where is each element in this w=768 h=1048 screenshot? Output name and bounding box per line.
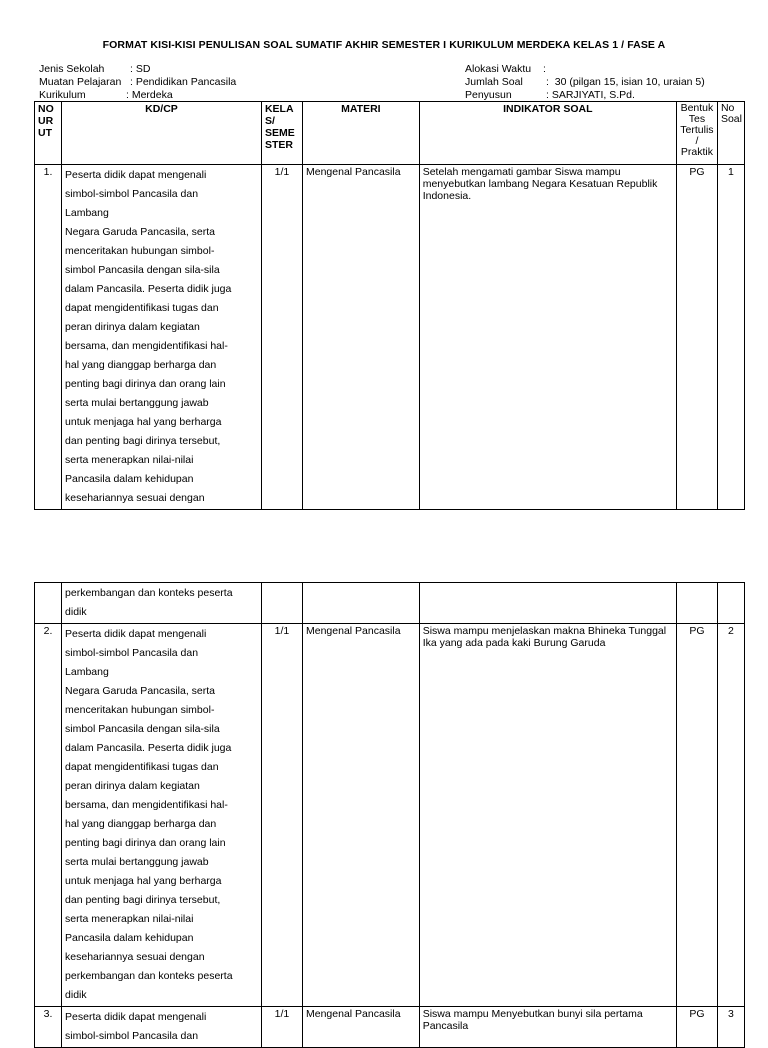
header-materi: MATERI (303, 102, 420, 165)
header-text: STER (264, 139, 293, 151)
kd-line: serta menerapkan nilai-nilai (65, 913, 194, 925)
meta-value: : SD (130, 63, 151, 75)
kd-line: kesehariannya sesuai dengan (65, 951, 205, 963)
row-bentuk: PG (676, 1007, 717, 1048)
header-no-urut (35, 102, 62, 165)
header-text: KELA (264, 103, 294, 115)
kd-line: hal yang dianggap berharga dan (65, 818, 217, 830)
meta-label: Alokasi Waktu (465, 63, 532, 75)
kd-line: bersama, dan mengidentifikasi hal- (65, 799, 228, 811)
kd-line: untuk menjaga hal yang berharga (65, 416, 222, 428)
kd-line: dapat mengidentifikasi tugas dan (65, 302, 219, 314)
kd-line: penting bagi dirinya dan orang lain (65, 837, 226, 849)
header-text: / (695, 135, 699, 147)
row-number: 1. (35, 165, 62, 510)
kd-line: serta mulai bertanggung jawab (65, 856, 209, 868)
kd-line: untuk menjaga hal yang berharga (65, 875, 222, 887)
row-bentuk: PG (676, 165, 717, 510)
kd-line: penting bagi dirinya dan orang lain (65, 378, 226, 390)
header-text: Soal (720, 113, 742, 125)
row-kdcp (62, 1007, 262, 1048)
kd-line: simbol Pancasila dengan sila-sila (65, 264, 220, 276)
kd-line: menceritakan hubungan simbol- (65, 704, 215, 716)
kd-line: Lambang (65, 666, 109, 678)
kd-line: Lambang (65, 207, 109, 219)
header-text: UT (38, 127, 52, 139)
kisi-kisi-table-page-1 (34, 101, 745, 510)
header-text: SEME (264, 127, 295, 139)
kd-line: hal yang dianggap berharga dan (65, 359, 217, 371)
kd-line: Peserta didik dapat mengenali (65, 1011, 207, 1023)
header-text: Tertulis (680, 124, 714, 136)
kd-line: Pancasila dalam kehidupan (65, 932, 194, 944)
meta-label: Muatan Pelajaran (39, 76, 122, 88)
row-indikator (419, 583, 676, 624)
row-no-soal: 1 (717, 165, 744, 510)
row-number: 3. (35, 1007, 62, 1048)
header-bentuk-tes (676, 102, 717, 165)
row-kelas: 1/1 (261, 165, 302, 510)
kd-line: dan penting bagi dirinya tersebut, (65, 435, 221, 447)
table-row (35, 624, 745, 1007)
meta-value: : SARJIYATI, S.Pd. (546, 89, 635, 101)
kd-line: dalam Pancasila. Peserta didik juga (65, 742, 232, 754)
row-bentuk (676, 583, 717, 624)
kd-line: simbol-simbol Pancasila dan (65, 647, 199, 659)
row-no-soal: 2 (717, 624, 744, 1007)
row-indikator: Setelah mengamati gambar Siswa mampu menyebutkan lambang Negara Kesatuan Republik Indonesia. (419, 165, 676, 510)
meta-label: Kurikulum (39, 89, 86, 101)
kd-line: dapat mengidentifikasi tugas dan (65, 761, 219, 773)
meta-label: Penyusun (465, 89, 512, 101)
meta-alokasi-waktu (465, 63, 705, 76)
meta-jenis-sekolah (39, 63, 236, 76)
kd-line: perkembangan dan konteks peserta (65, 587, 233, 599)
kd-line: simbol-simbol Pancasila dan (65, 188, 199, 200)
row-kdcp (62, 624, 262, 1007)
kd-line: serta mulai bertanggung jawab (65, 397, 209, 409)
kd-line: Negara Garuda Pancasila, serta (65, 685, 216, 697)
kd-line: bersama, dan mengidentifikasi hal- (65, 340, 228, 352)
meta-value: : 30 (pilgan 15, isian 10, uraian 5) (546, 76, 705, 88)
header-kelas-semester (261, 102, 302, 165)
meta-left (39, 63, 236, 102)
document-title: FORMAT KISI-KISI PENULISAN SOAL SUMATIF AKHIR SEMESTER I KURIKULUM MERDEKA KELAS 1 / FASE A (102, 39, 666, 51)
row-kdcp (62, 583, 262, 624)
table-header-row (35, 102, 745, 165)
header-text: Praktik (680, 146, 713, 158)
meta-jumlah-soal (465, 76, 705, 89)
row-number: 2. (35, 624, 62, 1007)
kd-line: didik (65, 989, 87, 1001)
row-materi: Mengenal Pancasila (303, 165, 420, 510)
kd-line: dan penting bagi dirinya tersebut, (65, 894, 221, 906)
meta-label: Jenis Sekolah (39, 63, 105, 75)
table-row (35, 1007, 745, 1048)
kd-line: didik (65, 606, 87, 618)
row-number (35, 583, 62, 624)
kd-line: simbol-simbol Pancasila dan (65, 1030, 199, 1042)
row-indikator: Siswa mampu Menyebutkan bunyi sila pertama Pancasila (419, 1007, 676, 1048)
kd-line: dalam Pancasila. Peserta didik juga (65, 283, 232, 295)
header-no-soal (717, 102, 744, 165)
header-text: S/ (264, 115, 275, 127)
kd-line: serta menerapkan nilai-nilai (65, 454, 194, 466)
kd-line: kesehariannya sesuai dengan (65, 492, 205, 504)
kd-line: menceritakan hubungan simbol- (65, 245, 215, 257)
header-kdcp: KD/CP (62, 102, 262, 165)
row-kdcp (62, 165, 262, 510)
meta-right (465, 63, 705, 102)
header-text: NO (38, 103, 54, 115)
header-text: Bentuk (680, 102, 714, 114)
meta-value: : Merdeka (126, 89, 173, 101)
kd-line: Negara Garuda Pancasila, serta (65, 226, 216, 238)
kisi-kisi-table-page-2 (34, 582, 745, 1048)
row-indikator: Siswa mampu menjelaskan makna Bhineka Tunggal Ika yang ada pada kaki Burung Garuda (419, 624, 676, 1007)
kd-line: perkembangan dan konteks peserta (65, 970, 233, 982)
meta-muatan-pelajaran (39, 76, 236, 89)
row-materi: Mengenal Pancasila (303, 1007, 420, 1048)
row-kelas (261, 583, 302, 624)
meta-label: Jumlah Soal (465, 76, 523, 88)
table-row-continuation (35, 583, 745, 624)
header-indikator-soal: INDIKATOR SOAL (419, 102, 676, 165)
meta-value: : (543, 63, 546, 75)
header-text: UR (38, 115, 54, 127)
header-text: No (720, 102, 735, 114)
header-text: Tes (688, 113, 706, 125)
row-no-soal (717, 583, 744, 624)
kd-line: simbol Pancasila dengan sila-sila (65, 723, 220, 735)
kd-line: peran dirinya dalam kegiatan (65, 321, 200, 333)
kd-line: Pancasila dalam kehidupan (65, 473, 194, 485)
kd-line: Peserta didik dapat mengenali (65, 169, 207, 181)
meta-value: : Pendidikan Pancasila (130, 76, 237, 88)
table-row (35, 165, 745, 510)
row-materi: Mengenal Pancasila (303, 624, 420, 1007)
row-materi (303, 583, 420, 624)
row-no-soal: 3 (717, 1007, 744, 1048)
row-kelas: 1/1 (261, 1007, 302, 1048)
kd-line: Peserta didik dapat mengenali (65, 628, 207, 640)
kd-line: peran dirinya dalam kegiatan (65, 780, 200, 792)
row-kelas: 1/1 (261, 624, 302, 1007)
row-bentuk: PG (676, 624, 717, 1007)
